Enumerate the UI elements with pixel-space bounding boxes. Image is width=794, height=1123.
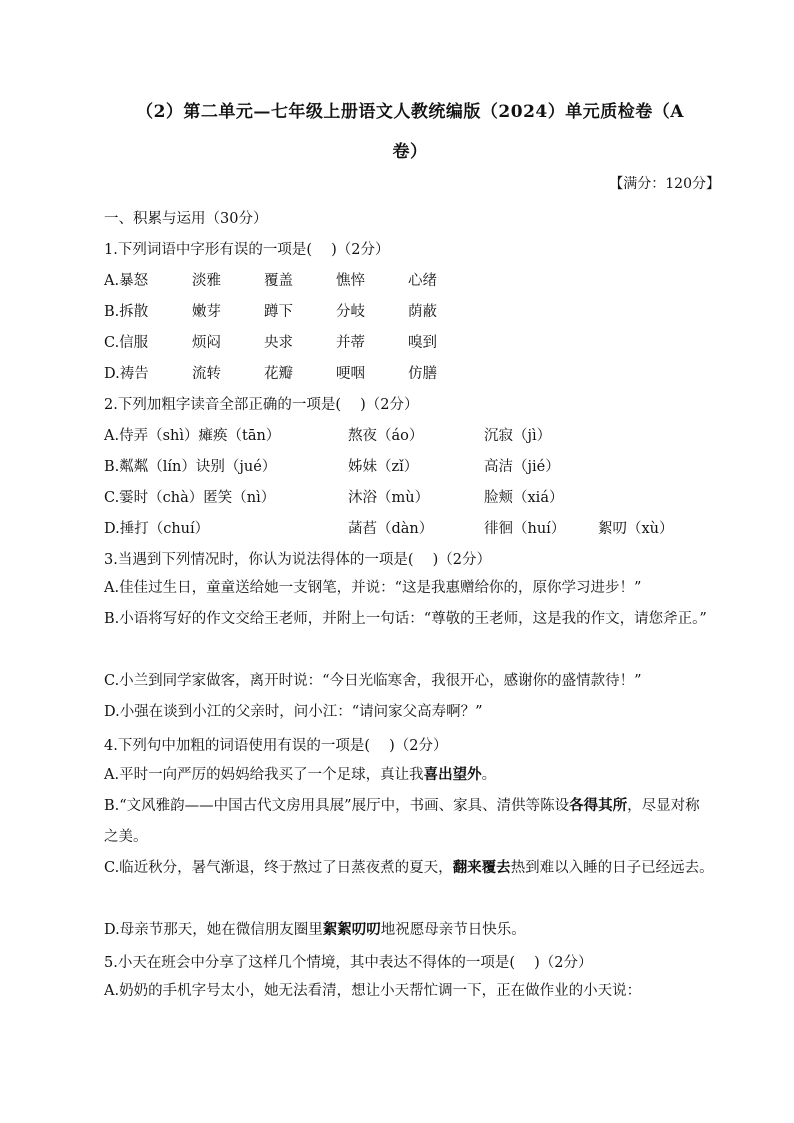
bold-phrase: 各得其所: [569, 797, 628, 814]
q4-option-d: D.母亲节那天，她在微信朋友圈里絮絮叨叨地祝愿母亲节日快乐。: [104, 921, 526, 938]
bold-phrase: 喜出望外: [423, 766, 482, 783]
q3-option-a: A.佳佳过生日，童童送给她一支钢笔，并说：“这是我惠赠给你的，原你学习进步！”: [104, 580, 642, 596]
q3-option-c: C.小兰到同学家做客，离开时说：“今日光临寒舍，我很开心，感谢你的盛情款待！”: [104, 673, 642, 689]
title-line-1: （2）第二单元—七年级上册语文人教统编版（2024）单元质检卷（A: [136, 102, 684, 122]
full-score-label: 【满分：120分】: [609, 176, 720, 192]
section-heading: 一、积累与运用（30分）: [104, 211, 268, 227]
q5-option-a: A.奶奶的手机字号太小，她无法看清，想让小天帮忙调一下，正在做作业的小天说：: [104, 983, 642, 999]
q3-option-d: D.小强在谈到小江的父亲时，问小江：“请问家父高寿啊？”: [104, 704, 483, 720]
q1-stem: 1.下列词语中字形有误的一项是( )（2分）: [104, 242, 390, 258]
bold-phrase: 絮絮叨叨: [322, 921, 381, 938]
q4-option-a: A.平时一向严厉的妈妈给我买了一个足球，真让我喜出望外。: [104, 766, 497, 783]
page-title: [100, 92, 720, 172]
exam-page: （2）第二单元—七年级上册语文人教统编版（2024）单元质检卷（A 卷） 【满分：120分】 一、积累与运用（30分） 1.下列词语中字形有误的一项是( )（2分） A.暴怒 淡雅 覆盖 憔悴 心绪 B.拆散 嫩芽 蹲下 分岐 荫蔽 C.信服 烦闷 央求 并蒂 嗅到 D.祷告 流转 花瓣 哽咽 仿膳 2.下列加粗字读音全部正确的一项是( )（2分） A.侍弄（shì）瘫痪（tān） 熬夜（áo） 沉寂（jì） B.粼粼（lín）诀别（jué） 姊妹（zǐ） 高洁（jié） C.霎时（chà）匿笑（nì） 沐浴（mù） 脸颊（xiá） D.捶打（chuí） 菡萏（dàn） 徘徊（huí） 絮叨（xù） 3.当遇到下列情况时，你认为说法得体的一项是( )（2分） A.佳佳过生日，童童送给她一支钢笔，并说：“这是我惠赠给你的，原你学习进步！” B.小语将写好的作文交给王老师，并附上一句话：“尊敬的王老师，这是我的作文，请您斧正。” C.小兰到同学家做客，离开时说：“今日光临寒舍，我很开心，感谢你的盛情款待！” D.小强在谈到小江的父亲时，问小江：“请问家父高寿啊？” 4.下列句中加粗的词语使用有误的一项是( )（2分） A.平时一向严厉的妈妈给我买了一个足球，真让我喜出望外。 B.“文风雅韵——中国古代文房用具展”展厅中，书画、家具、清供等陈设各得其所，尽显对称之美。 C.临近秋分，暑气渐退，终于熬过了日蒸夜煮的夏天，翻来覆去热到难以入睡的日子已经远去。 D.母亲节那天，她在微信朋友圈里絮絮叨叨地祝愿母亲节日快乐。 5.小天在班会中分享了这样几个情境，其中表达不得体的一项是( )（2分） A.奶奶的手机字号太小，她无法看清，想让小天帮忙调一下，正在做作业的小天说：: [0, 0, 794, 1123]
q4-option-c: C.临近秋分，暑气渐退，终于熬过了日蒸夜煮的夏天，翻来覆去热到难以入睡的日子已经远去。: [104, 859, 714, 876]
q4-stem: 4.下列句中加粗的词语使用有误的一项是( )（2分）: [104, 738, 448, 754]
bold-phrase: 翻来覆去: [452, 859, 511, 876]
q3-stem: 3.当遇到下列情况时，你认为说法得体的一项是( )（2分）: [104, 552, 491, 568]
title-line-2: 卷）: [392, 142, 428, 162]
q4-option-b: B.“文风雅韵——中国古代文房用具展”展厅中，书画、家具、清供等陈设各得其所，尽显对称之美。: [104, 797, 700, 845]
q2-stem: 2.下列加粗字读音全部正确的一项是( )（2分）: [104, 397, 419, 413]
q5-stem: 5.小天在班会中分享了这样几个情境，其中表达不得体的一项是( )（2分）: [104, 955, 593, 971]
q3-option-b: B.小语将写好的作文交给王老师，并附上一句话：“尊敬的王老师，这是我的作文，请您斧正。”: [104, 611, 707, 627]
